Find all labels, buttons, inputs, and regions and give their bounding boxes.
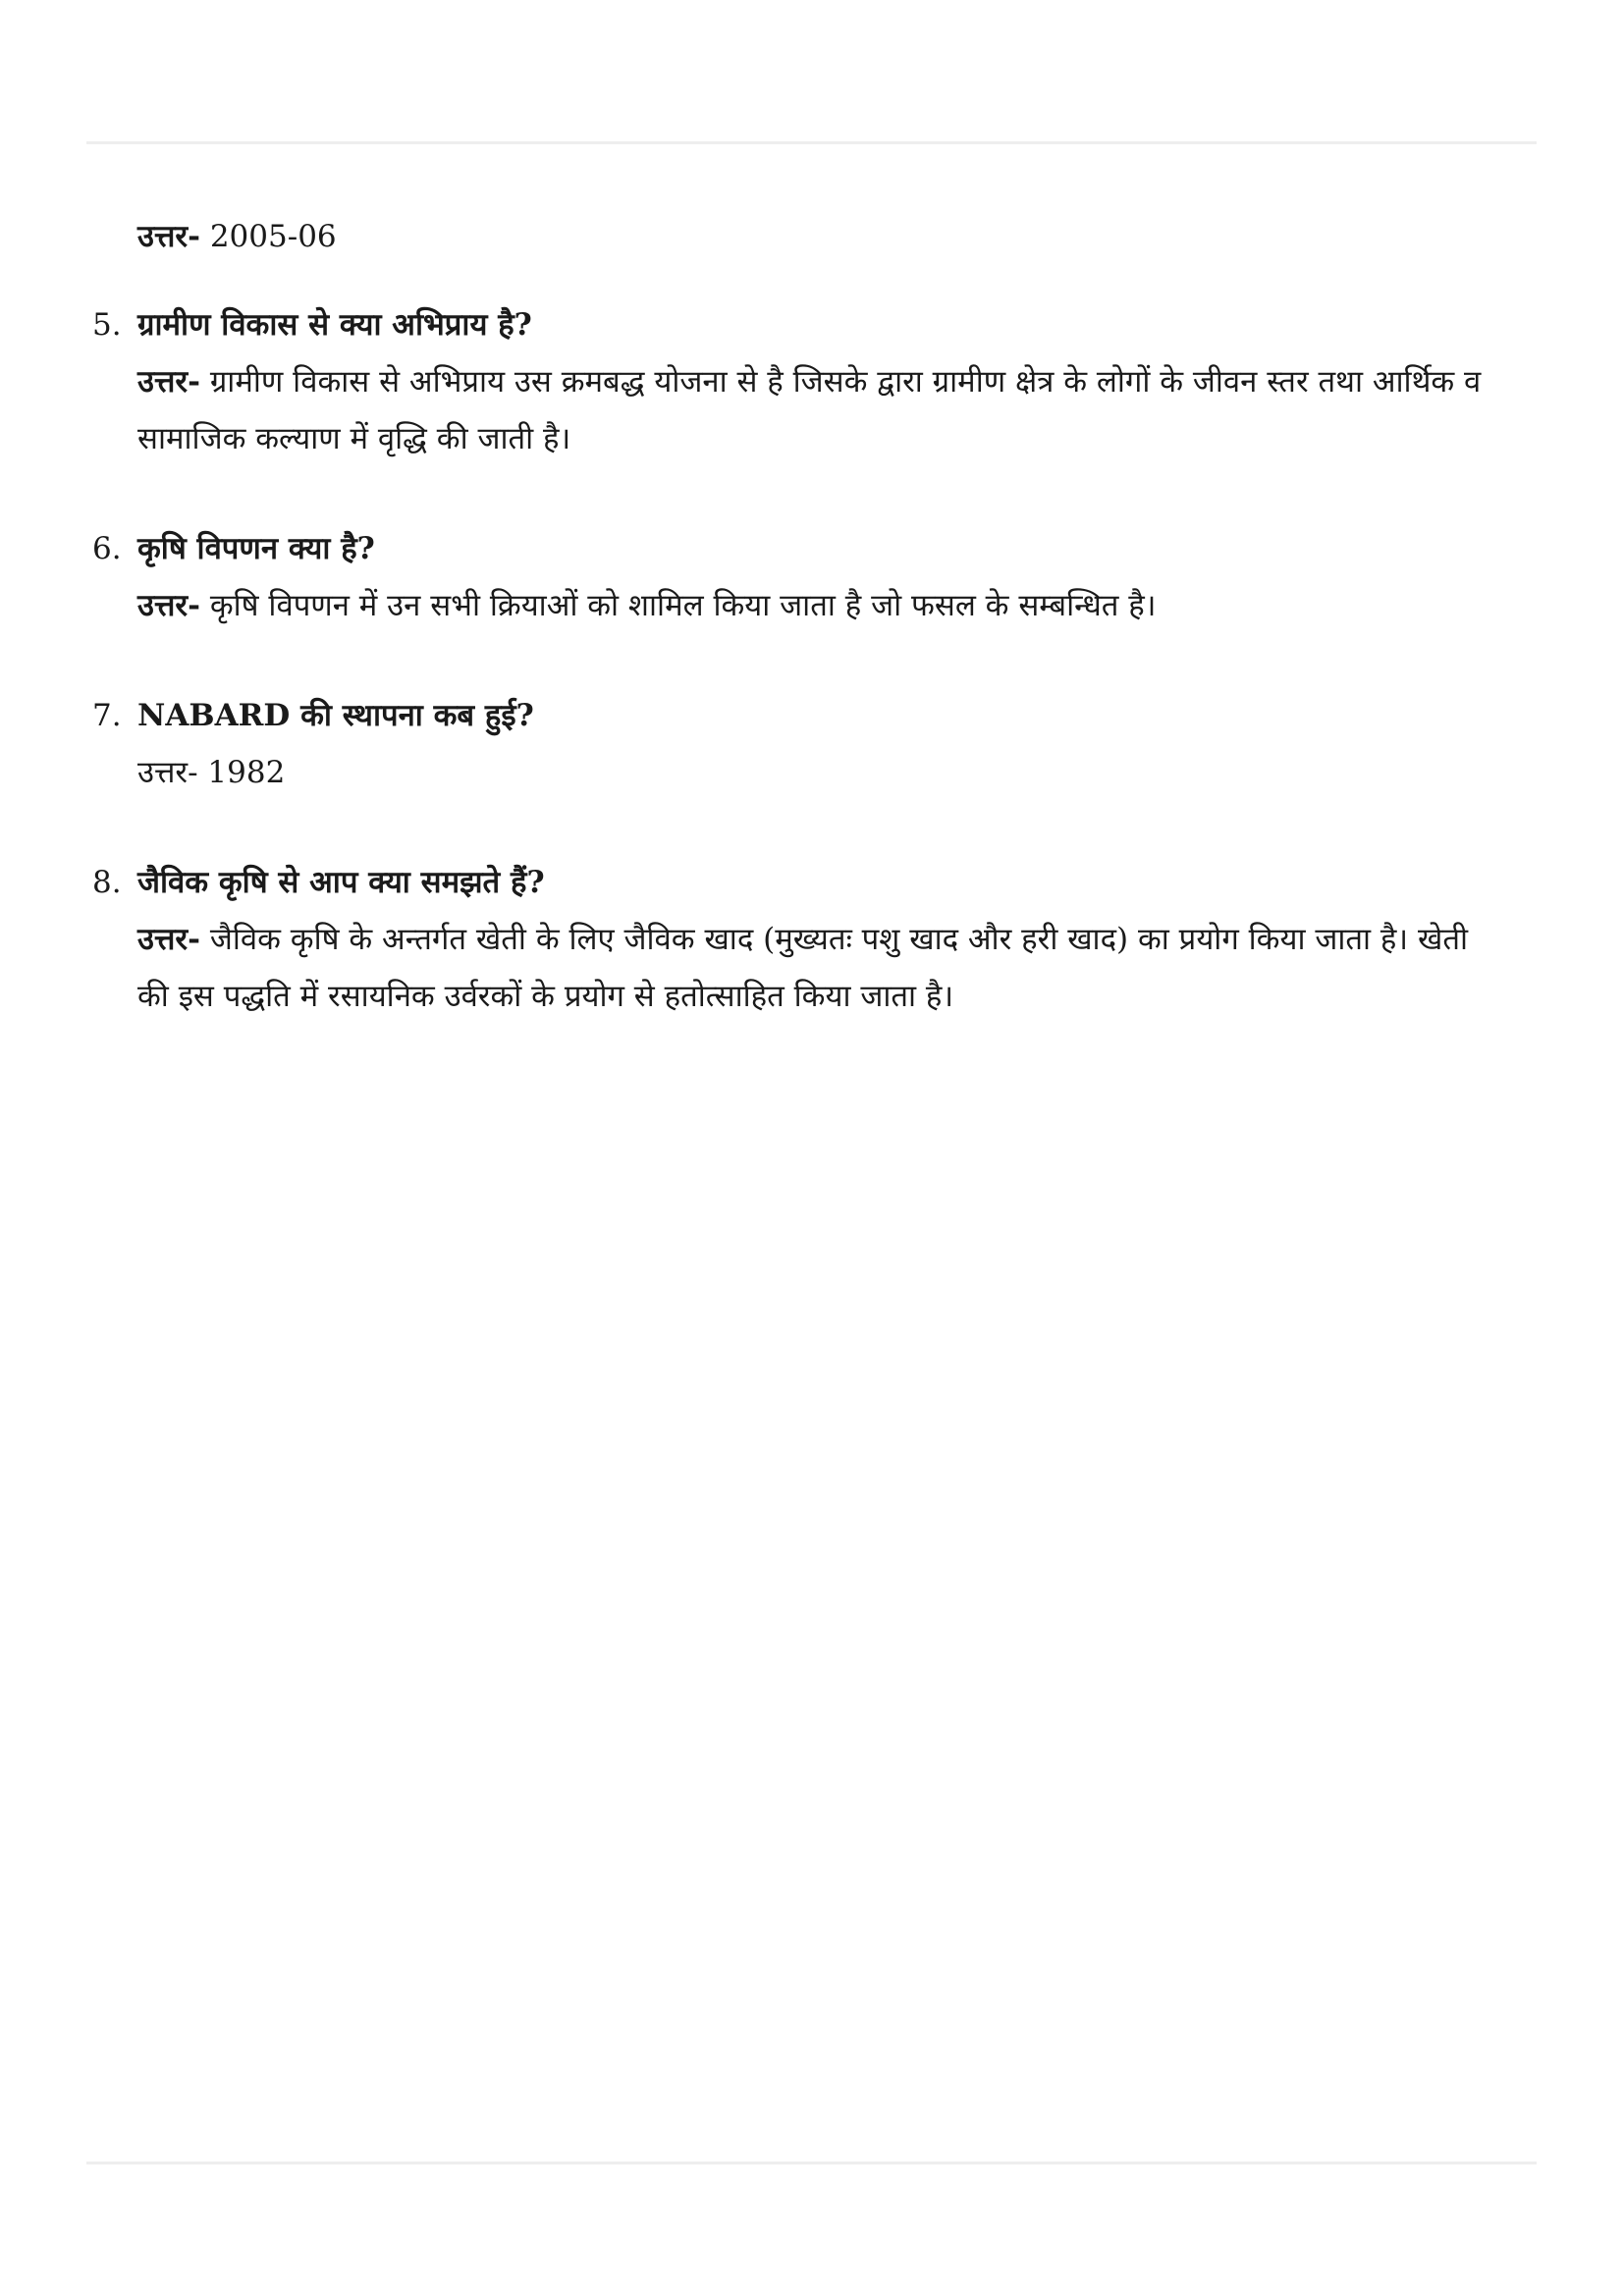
question-number: 6.	[92, 531, 122, 566]
answer-row-continued	[92, 968, 1526, 1025]
question-row	[92, 687, 1526, 744]
answer-row	[92, 911, 1526, 968]
answer-text: सामाजिक कल्याण में वृद्धि की जाती है।	[137, 421, 571, 456]
answer-row-continued	[92, 410, 1526, 467]
answer-row	[92, 744, 1526, 801]
answer-label: उत्तर-	[137, 219, 200, 254]
answer-label: उत्तर-	[137, 588, 200, 623]
top-divider	[86, 141, 1537, 144]
answer-label: उत्तर-	[137, 922, 200, 957]
answer-text: ग्रामीण विकास से अभिप्राय उस क्रमबद्ध योजना से है जिसके द्वारा ग्रामीण क्षेत्र के लोगों के जीवन स्तर तथा आर्थिक व	[209, 364, 1482, 400]
question-row	[92, 520, 1526, 577]
question-text: जैविक कृषि से आप क्या समझते हैं?	[137, 865, 545, 900]
question-text: NABARD की स्थापना कब हुई?	[137, 698, 534, 733]
answer-text: कृषि विपणन में उन सभी क्रियाओं को शामिल किया जाता है जो फसल के सम्बन्धित है।	[209, 588, 1157, 623]
answer-row	[92, 577, 1526, 634]
answer-row	[92, 353, 1526, 410]
answer-text: की इस पद्धति में रसायनिक उर्वरकों के प्रयोग से हतोत्साहित किया जाता है।	[137, 979, 954, 1014]
qa-item-8	[92, 854, 1526, 1025]
answer-text: 2005-06	[209, 219, 337, 254]
qa-item-7	[92, 687, 1526, 801]
question-text: कृषि विपणन क्या है?	[137, 531, 375, 566]
question-row	[92, 296, 1526, 353]
bottom-divider	[86, 2162, 1537, 2164]
question-row	[92, 854, 1526, 911]
qa-item-6	[92, 520, 1526, 634]
question-number: 7.	[92, 698, 122, 733]
answer-text: जैविक कृषि के अन्तर्गत खेती के लिए जैविक खाद (मुख्यतः पशु खाद और हरी खाद) का प्रयोग किया जाता है। खेती	[209, 922, 1469, 957]
answer-4	[92, 208, 1526, 265]
qa-item-5	[92, 296, 1526, 467]
answer-label: उत्तर-	[137, 364, 200, 400]
answer-text: 1982	[207, 755, 286, 790]
document-body	[92, 208, 1526, 1025]
question-number: 5.	[92, 307, 122, 343]
question-text: ग्रामीण विकास से क्या अभिप्राय है?	[137, 307, 532, 343]
question-number: 8.	[92, 865, 122, 900]
answer-label: उत्तर-	[137, 755, 198, 790]
